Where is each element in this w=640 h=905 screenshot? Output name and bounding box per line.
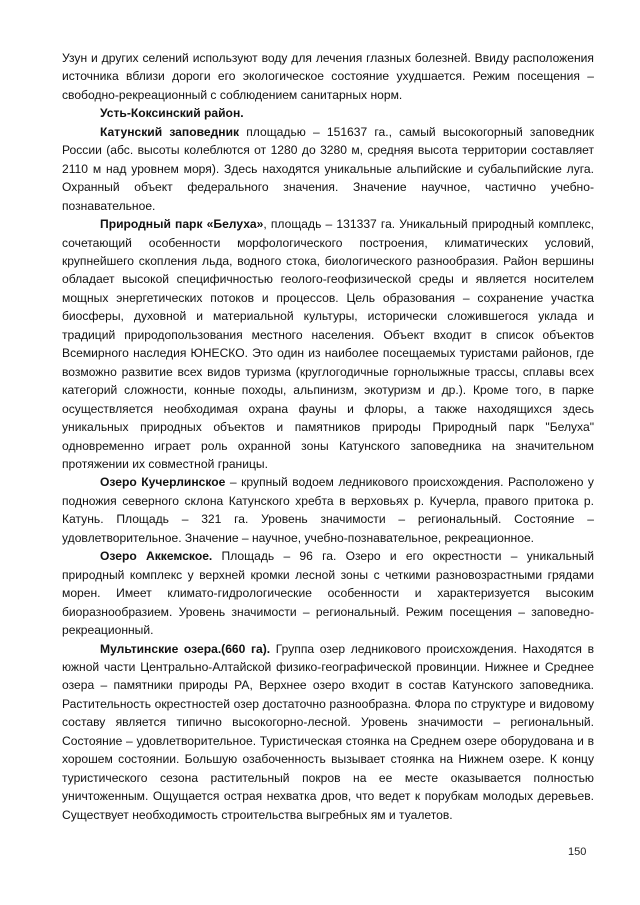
entry-paragraph-katunsky-reserve — [62, 123, 594, 215]
page-number: 150 — [568, 846, 587, 858]
entry-paragraph-kucherlinskoe-lake — [62, 473, 594, 547]
entry-text: площадью – 151637 га., самый высокогорный заповедник России (абс. высоты колеблются от 1280 до 3280 м, средняя высота территории составляет 2110 м над уровнем моря). Здесь находятся уникальные альпийские и субальпийские луга. Охранный объект федерального значения. Значение научное, частично учебно-познавательное. — [62, 124, 595, 213]
entry-text: Группа озер ледникового происхождения. Находятся в южной части Центрально-Алтайской физико-географической провинции. Нижнее и Среднее озера – памятники природы РА, Верхнее озеро входит в состав Катунского заповедника. Растительность окрестностей озер достаточно разнообразна. Флора по структуре и видовому составу является типично высокогорно-лесной. Уровень значимости – региональный. Состояние – удовлетворительное. Туристическая стоянка на Среднем озере оборудована и в хорошем состоянии. Большую озабоченность вызывает стоянка на Нижнем озере. К концу туристического сезона растительный покров на ее месте оказывается полностью уничтоженным. Ощущается острая нехватка дров, что ведет к порубкам молодых деревьев. Существует необходимость строительства выгребных ям и туалетов. — [62, 641, 595, 822]
intro-paragraph: Узун и других селений используют воду для лечения глазных болезней. Ввиду расположения источника вблизи дороги его экологическое состояние ухудшается. Режим посещения – свободно-рекреационный с соблюдением санитарных норм. — [62, 51, 594, 102]
entry-title: Природный парк «Белуха» — [100, 217, 264, 232]
entry-paragraph-akkemskoe-lake — [62, 547, 594, 639]
entry-text: – крупный водоем ледникового происхождения. Расположено у подножия северного склона Катунского хребта в верховьях р. Кучерла, правого притока р. Катунь. Площадь – 321 га. Уровень значимости – региональный. Состояние – удовлетворительное. Значение – научное, учебно-познавательное, рекреационное. — [62, 475, 594, 545]
entry-title: Озеро Кучерлинское — [100, 475, 226, 490]
entry-title: Мультинские озера.(660 га). — [100, 641, 271, 656]
entry-paragraph-belukha-park — [62, 215, 594, 473]
entry-paragraph-multinskie-lakes — [62, 640, 594, 825]
entry-text: Площадь – 96 га. Озеро и его окрестности – уникальный природный комплекс у верхней кромки лесной зоны с четкими разновозрастными грядами морен. Имеет климато-гидрологические особенности и характеризуется высоким биоразнообразием. Уровень значимости – региональный. Режим посещения – заповедно-рекреационный. — [62, 549, 594, 638]
entry-title: Катунский заповедник — [100, 124, 240, 139]
entry-title: Озеро Аккемское. — [100, 549, 213, 564]
entry-text: , площадь – 131337 га. Уникальный природный комплекс, сочетающий особенности морфологического построения, климатических условий, крупнейшего скопления льда, водного стока, биологического разнообразия. Район вершины обладает высокой специфичностью геолого-геофизической среды и является носителем мощных энергетических потоков и процессов. Цель образования – сохранение участка биосферы, духовной и материальной культуры, исторически сложившегося уклада и традиций природопользования местного населения. Объект входит в список объектов Всемирного наследия ЮНЕСКО. Это один из наиболее посещаемых туристами районов, где возможно развитие всех видов туризма (круглогодичные горнолыжные трассы, сплавы всех категорий сложности, конные походы, альпинизм, экотуризм и др.). Кроме того, в парке осуществляется необходимая охрана фауны и флоры, а также находящихся здесь уникальных природных объектов и памятников природы Природный парк "Белуха" одновременно играет роль охранной зоны Катунского заповедника на значительном протяжении их совместной границы. — [62, 217, 594, 471]
section-heading: Усть-Коксинский район. — [100, 106, 244, 121]
document-body — [62, 49, 594, 824]
